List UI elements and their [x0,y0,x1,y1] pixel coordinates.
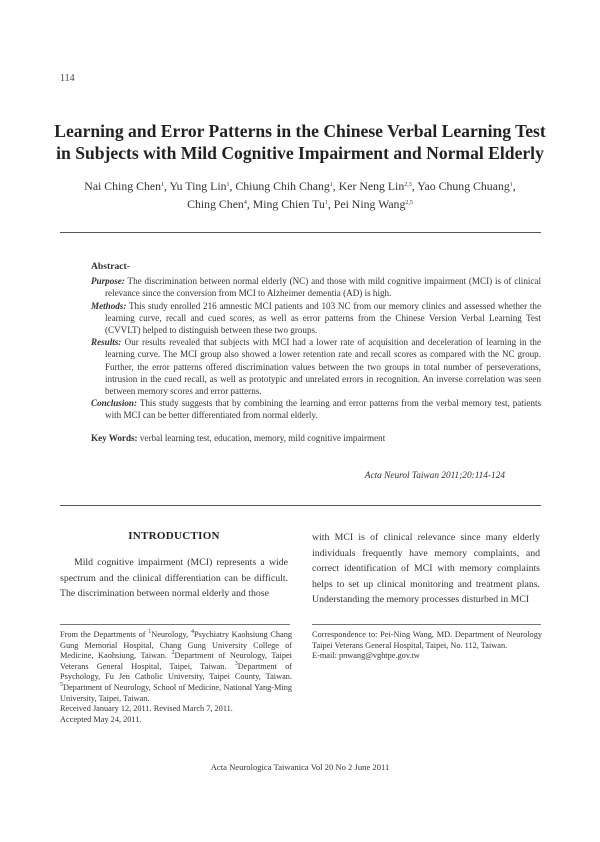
affiliation-mark: 3 [234,660,238,667]
divider-top [60,232,541,233]
journal-citation: Acta Neurol Taiwan 2011;20:114-124 [364,471,505,481]
footnote-divider-right [312,624,541,625]
author-affiliation: 2,3 [404,182,412,188]
methods-label: Methods: [91,300,127,311]
author-name: Chiung Chih Chang [235,179,330,193]
email-text: E-mail: pnwang@vghtpe.gov.tw [312,651,420,661]
affiliation-mark: 2 [171,650,175,657]
author-line-2: Ching Chen$^4$, Ming Chien Tu$^1$, Pei Ning Wang$^{2,5}$ [187,197,413,211]
author-name: Pei Ning Wang [333,197,406,211]
page-number: 114 [60,73,75,84]
author-affiliation: 1 [226,182,230,188]
affiliations-footnote [60,630,292,725]
article-title [40,120,560,164]
author-name: Yu Ting Lin [169,179,227,193]
divider-middle [60,505,541,506]
author-name: Ming Chien Tu [252,197,325,211]
keywords-text: verbal learning test, education, memory, mild cognitive impairment [139,432,386,443]
author-affiliation: 2,5 [405,200,413,206]
affiliation-prefix: From the Departments of [60,630,149,639]
conclusion-text: This study suggests that by combining the learning and error patterns from the verbal memory test, patients with MCI can be better differentiated from normal elderly. [105,398,542,421]
abstract-heading: Abstract- [91,261,130,272]
title-line-1: Learning and Error Patterns in the Chinese Verbal Learning Test [54,121,546,141]
purpose-text: The discrimination between normal elderly (NC) and those with mild cognitive impairment (MCI) is of clinical relevance since the conversion from MCI to Alzheimer dementia (AD) is high. [105,276,541,299]
affiliation-text: Neurology, [151,630,191,639]
received-date: Received January 12, 2011. Revised March 7, 2011. [60,704,233,714]
correspondence-text: Correspondence to: Pei-Ning Wang, MD. Department of Neurology Taipei Veterans General Hospital, Taipei, No. 112, Taiwan. [312,630,542,650]
affiliations-text [60,630,292,704]
affiliation-text: Department of Neurology, Taipei Veterans General Hospital, Taipei, Taiwan. [60,651,292,671]
author-line-1: Nai Ching Chen$^1$, Yu Ting Lin$^1$, Chiung Chih Chang$^1$, Ker Neng Lin$^{2,3}$, Yao Chung Chuang$^1$, [84,179,516,193]
affiliation-mark: 4 [190,629,194,635]
correspondence-footnote [312,630,542,662]
intro-text-right: with MCI is of clinical relevance since many elderly individuals frequently have memory complaints, and correct identification of MCI with memory complaints helps to set up clinical monitoring and treatment plans. Understanding the memory processes disturbed in MCI [312,532,540,606]
author-name: Yao Chung Chuang [417,179,510,193]
author-affiliation: 1 [160,182,164,188]
author-name: Ker Neng Lin [338,179,405,193]
footnote-divider-left [60,624,290,625]
abstract-conclusion [91,397,541,421]
results-label: Results: [91,337,122,348]
keywords-label: Key Words: [91,432,138,443]
keywords [91,432,541,444]
abstract-results [91,336,541,397]
author-affiliation: 4 [243,200,247,206]
conclusion-label: Conclusion: [91,398,137,409]
affiliation-text: Department of Neurology, School of Medicine, National Yang-Ming University, Taipei, Taiwan. [60,682,292,703]
journal-footer: Acta Neurologica Taiwanica Vol 20 No 2 June 2011 [210,762,390,772]
abstract-purpose [91,275,541,299]
affiliation-mark: 5 [60,681,63,688]
purpose-label: Purpose: [91,276,125,287]
results-text: Our results revealed that subjects with MCI had a lower rate of acquisition and deceleration of learning in the learning curve. The MCI group also showed a lower retention rate and recall scores as compared with the NC group. Further, the error patterns offered discrimination values between the two groups in total number of perseverations, intrusion in the cued recall, as well as prototypic and unrelated errors in recognition. An inverse correlation was seen between memory scores and error patterns. [105,337,541,397]
affiliation-text: Department of Psychology, Fu Jen Catholic University, Taipei County, Taiwan. [60,661,292,682]
intro-text-left: Mild cognitive impairment (MCI) represents a wide spectrum and the clinical differentiation can be difficult. The discrimination between normal elderly and those [60,557,288,600]
author-list [40,177,560,213]
affiliation-mark: 1 [148,629,152,635]
title-line-2: in Subjects with Mild Cognitive Impairment and Normal Elderly [56,143,544,163]
affiliation-text: Psychiatry Kaohsiung Chang Gung Memorial Hospital, Chang Gung University College of Medicine, Kaohsiung, Taiwan. [60,630,292,661]
author-name: Nai Ching Chen [84,179,161,193]
accepted-date: Accepted May 24, 2011. [60,714,142,724]
abstract [91,261,541,444]
section-heading-introduction: INTRODUCTION [128,530,220,542]
methods-text: This study enrolled 216 amnestic MCI patients and 103 NC from our memory clinics and assessed whether the learning curve, recall and cued scores, as well as error patterns from the Chinese Version Verbal Learning Test (CVVLT) helped to distinguish between these two groups. [105,300,542,336]
abstract-methods [91,300,541,337]
author-affiliation: 1 [329,182,333,188]
author-affiliation: 1 [324,200,328,206]
author-name: Ching Chen [187,197,244,211]
author-affiliation: 1 [509,182,513,188]
